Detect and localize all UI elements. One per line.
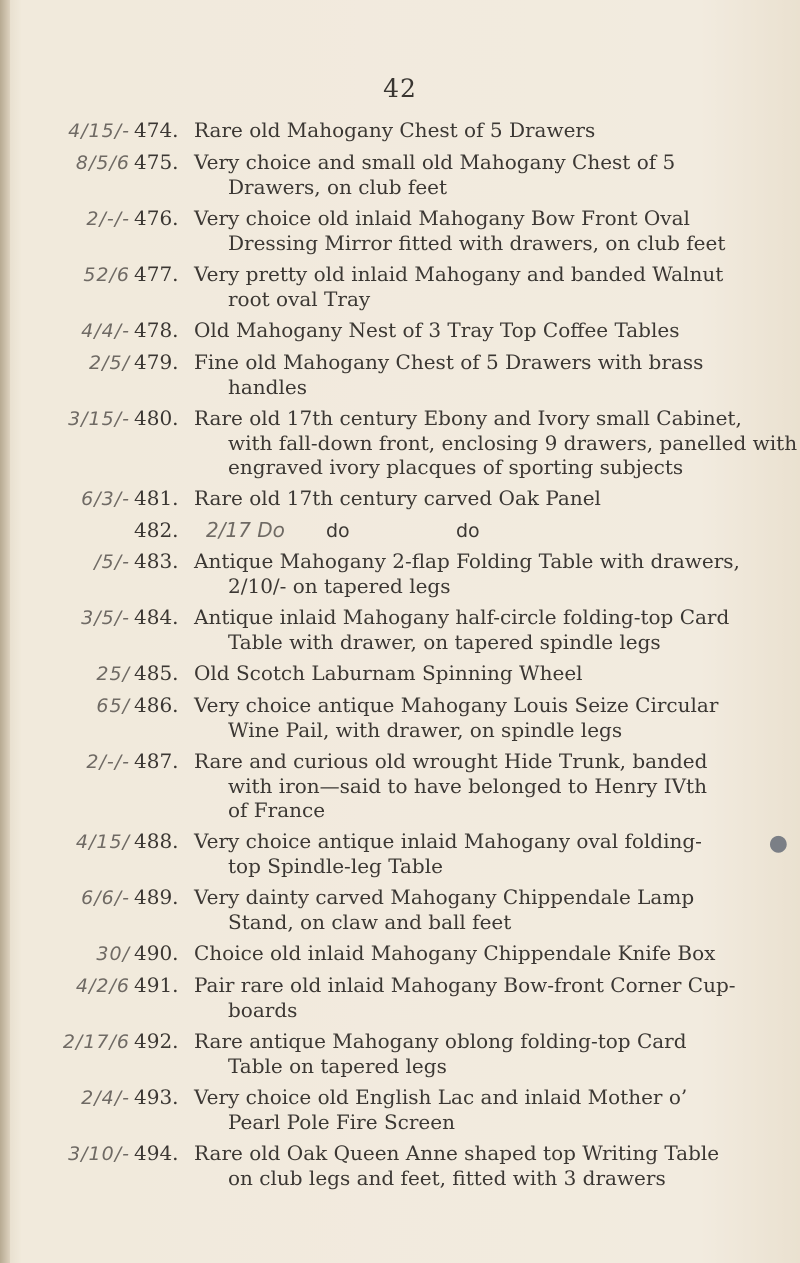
lot-description: Pair rare old inlaid Mahogany Bow-front Corner Cup- xyxy=(194,973,736,997)
handwritten-price: 65/ xyxy=(96,695,130,717)
lot-description: Very choice antique Mahogany Louis Seize Circular xyxy=(194,693,719,717)
lot-491 xyxy=(0,973,800,1022)
lot-474 xyxy=(0,118,800,143)
lot-description-cont: Pearl Pole Fire Screen xyxy=(228,1110,455,1134)
handwritten-price: 6/6/- xyxy=(81,887,130,909)
handwritten-price: 2/4/- xyxy=(81,1087,130,1109)
lot-description: Very choice antique inlaid Mahogany oval folding- xyxy=(194,829,702,853)
lot-number: 485. xyxy=(134,661,179,685)
handwritten-price: 30/ xyxy=(96,943,130,965)
lot-485 xyxy=(0,661,800,686)
lot-description: Antique Mahogany 2-flap Folding Table with drawers, xyxy=(194,549,740,573)
lot-number: 486. xyxy=(134,693,179,717)
lot-description-cont: with fall-down front, enclosing 9 drawers, panelled with xyxy=(228,431,798,455)
handwritten-price: 2/17/6 xyxy=(62,1031,130,1053)
handwritten-price: 3/5/- xyxy=(81,607,130,629)
lot-description: Very choice and small old Mahogany Chest of 5 xyxy=(194,150,676,174)
lot-description: Very pretty old inlaid Mahogany and banded Walnut xyxy=(194,262,724,286)
lot-description-cont: Dressing Mirror fitted with drawers, on club feet xyxy=(228,231,726,255)
lot-480 xyxy=(0,406,800,479)
lot-description-cont: with iron—said to have belonged to Henry IVth xyxy=(228,774,707,798)
lot-number: 484. xyxy=(134,605,179,629)
lot-number: 482. xyxy=(134,518,179,542)
lot-475 xyxy=(0,150,800,199)
lot-description-cont: Wine Pail, with drawer, on spindle legs xyxy=(228,718,623,742)
lot-489 xyxy=(0,885,800,934)
handwritten-price: /5/- xyxy=(94,551,130,573)
lot-490 xyxy=(0,941,800,966)
lot-number: 489. xyxy=(134,885,179,909)
lot-number: 478. xyxy=(134,318,179,342)
ditto-mark: do xyxy=(456,520,480,542)
handwritten-price: 3/10/- xyxy=(68,1143,130,1165)
lot-number: 491. xyxy=(134,973,179,997)
lot-492 xyxy=(0,1029,800,1078)
lot-number: 480. xyxy=(134,406,179,430)
lot-number: 477. xyxy=(134,262,179,286)
lot-488 xyxy=(0,829,800,878)
lot-description: Rare old 17th century Ebony and Ivory small Cabinet, xyxy=(194,406,742,430)
margin-stain-icon: ● xyxy=(768,831,788,856)
lot-482 xyxy=(0,518,800,542)
lot-483 xyxy=(0,549,800,598)
handwritten-price: 4/15/- xyxy=(68,120,130,142)
lot-number: 474. xyxy=(134,118,179,142)
lot-486 xyxy=(0,693,800,742)
lot-number: 490. xyxy=(134,941,179,965)
lot-description: Rare old Mahogany Chest of 5 Drawers xyxy=(194,118,596,142)
handwritten-price: 3/15/- xyxy=(68,408,130,430)
lot-description: Rare and curious old wrought Hide Trunk, banded xyxy=(194,749,708,773)
lot-description: Rare old Oak Queen Anne shaped top Writing Table xyxy=(194,1141,720,1165)
lot-description-cont: engraved ivory placques of sporting subjects xyxy=(228,455,684,479)
lot-477 xyxy=(0,262,800,311)
handwritten-price: 4/2/6 xyxy=(75,975,130,997)
handwritten-price: 4/15/ xyxy=(75,831,130,853)
handwritten-price: 2/-/- xyxy=(86,208,130,230)
lot-number: 492. xyxy=(134,1029,179,1053)
handwritten-note: 2/17 Do xyxy=(206,518,285,542)
lot-description: Rare old 17th century carved Oak Panel xyxy=(194,486,601,510)
lot-479 xyxy=(0,350,800,399)
lot-description: Fine old Mahogany Chest of 5 Drawers with brass xyxy=(194,350,704,374)
lot-description-cont: top Spindle-leg Table xyxy=(228,854,443,878)
lot-list xyxy=(0,118,800,1197)
handwritten-price: 2/5/ xyxy=(89,352,130,374)
handwritten-price: 52/6 xyxy=(83,264,130,286)
lot-481 xyxy=(0,486,800,511)
lot-478 xyxy=(0,318,800,343)
lot-description-cont: of France xyxy=(228,798,326,822)
lot-description: Very choice old English Lac and inlaid Mother o’ xyxy=(194,1085,688,1109)
ditto-mark: do xyxy=(326,520,350,542)
lot-493 xyxy=(0,1085,800,1134)
lot-description: Old Scotch Laburnam Spinning Wheel xyxy=(194,661,583,685)
lot-description-cont: Stand, on claw and ball feet xyxy=(228,910,512,934)
lot-number: 479. xyxy=(134,350,179,374)
lot-number: 476. xyxy=(134,206,179,230)
lot-number: 487. xyxy=(134,749,179,773)
lot-description-cont: boards xyxy=(228,998,298,1022)
lot-description: Rare antique Mahogany oblong folding-top Card xyxy=(194,1029,687,1053)
lot-484 xyxy=(0,605,800,654)
lot-number: 483. xyxy=(134,549,179,573)
lot-487 xyxy=(0,749,800,822)
lot-description: Antique inlaid Mahogany half-circle folding-top Card xyxy=(194,605,730,629)
lot-number: 488. xyxy=(134,829,179,853)
lot-description: Very dainty carved Mahogany Chippendale Lamp xyxy=(194,885,695,909)
lot-description-cont: root oval Tray xyxy=(228,287,371,311)
lot-494 xyxy=(0,1141,800,1190)
lot-description: Very choice old inlaid Mahogany Bow Front Oval xyxy=(194,206,690,230)
lot-number: 493. xyxy=(134,1085,179,1109)
handwritten-price: 6/3/- xyxy=(81,488,130,510)
page-number: 42 xyxy=(383,74,417,103)
lot-number: 494. xyxy=(134,1141,179,1165)
lot-description-cont: 2/10/- on tapered legs xyxy=(228,574,451,598)
lot-description-cont: Table with drawer, on tapered spindle legs xyxy=(228,630,661,654)
lot-number: 481. xyxy=(134,486,179,510)
lot-number: 475. xyxy=(134,150,179,174)
lot-description-cont: on club legs and feet, fitted with 3 drawers xyxy=(228,1166,666,1190)
lot-description-cont: Drawers, on club feet xyxy=(228,175,448,199)
handwritten-price: 2/-/- xyxy=(86,751,130,773)
lot-description-cont: Table on tapered legs xyxy=(228,1054,447,1078)
handwritten-price: 25/ xyxy=(96,663,130,685)
lot-description: Choice old inlaid Mahogany Chippendale Knife Box xyxy=(194,941,716,965)
lot-description: Old Mahogany Nest of 3 Tray Top Coffee Tables xyxy=(194,318,680,342)
handwritten-price: 4/4/- xyxy=(81,320,130,342)
lot-description-cont: handles xyxy=(228,375,307,399)
lot-476 xyxy=(0,206,800,255)
handwritten-price: 8/5/6 xyxy=(75,152,130,174)
